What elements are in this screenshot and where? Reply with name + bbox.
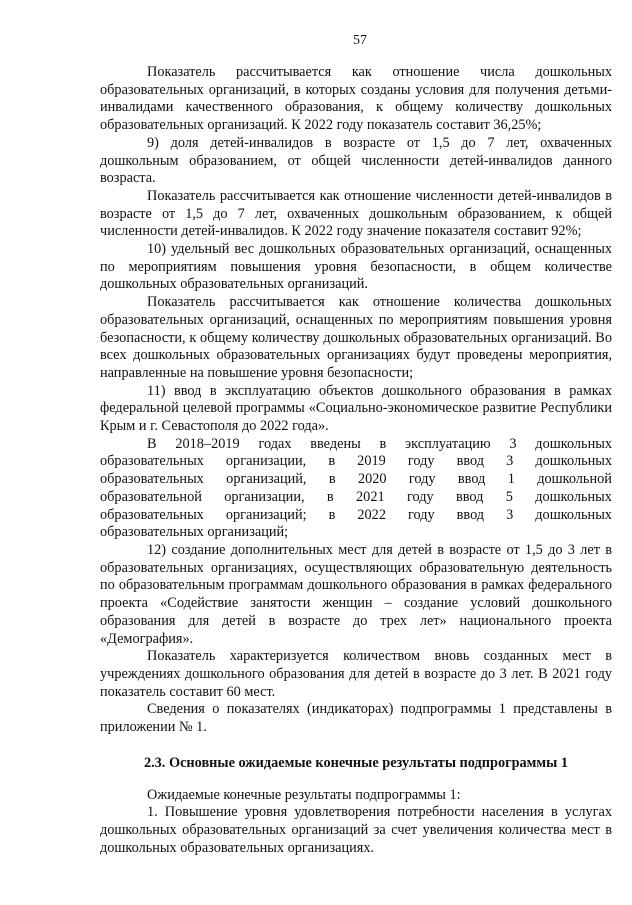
word: 5 bbox=[505, 488, 513, 505]
word: образовательных организаций; bbox=[100, 524, 289, 541]
word: году bbox=[407, 506, 435, 523]
word: ввод bbox=[456, 506, 485, 523]
word: дошкольных bbox=[535, 435, 612, 452]
word: образовательных bbox=[100, 506, 204, 523]
word: ввод bbox=[456, 453, 485, 470]
paragraph: Показатель рассчитывается как отношение количества дошкольных образовательных организаций, оснащенных по мероприятиям повышения уровня безопасности, к общему количеству дошкольных образовательных организаций. Во всех дошкольных образовательных организациях будут проведены мероприятия, направленные на повышение уровня безопасности; bbox=[100, 294, 612, 381]
word: в bbox=[328, 506, 336, 523]
word: в bbox=[326, 488, 334, 505]
word: ввод bbox=[455, 488, 484, 505]
word: организации, bbox=[225, 453, 307, 470]
paragraph: 11) ввод в эксплуатацию объектов дошкольного образования в рамках федеральной целевой программы «Социально-экономическое развитие Республики Крым и г. Севастополя до 2022 года». bbox=[100, 382, 612, 435]
word: в bbox=[379, 435, 387, 452]
commissioning-line bbox=[100, 524, 612, 542]
paragraph: 10) удельный вес дошкольных образовательных организаций, оснащенных по мероприятиям повышения уровня безопасности, в общем количестве дошкольных образовательных организаций. bbox=[100, 241, 612, 293]
commissioning-line bbox=[100, 436, 612, 454]
word: 3 bbox=[506, 506, 514, 523]
word: образовательных bbox=[100, 453, 204, 470]
document-page bbox=[100, 0, 612, 858]
word: организации, bbox=[224, 488, 305, 505]
paragraph: Показатель характеризуется количеством вновь созданных мест в учреждениях дошкольного образования для детей в возрасте до 3 лет. В 2021 году показатель составит 60 мест. bbox=[100, 648, 612, 700]
word: дошкольной bbox=[537, 471, 612, 488]
page-number: 57 bbox=[353, 33, 367, 48]
word: году bbox=[408, 471, 436, 488]
section-heading: 2.3. Основные ожидаемые конечные результаты подпрограммы 1 bbox=[143, 754, 569, 771]
word: эксплуатацию bbox=[405, 435, 491, 452]
word: организаций, bbox=[226, 471, 307, 488]
word: В bbox=[147, 435, 157, 452]
word: 2020 bbox=[357, 471, 387, 488]
word: 2022 bbox=[357, 506, 386, 523]
paragraph: Ожидаемые конечные результаты подпрограммы 1: bbox=[147, 786, 461, 803]
word: ввод bbox=[457, 471, 486, 488]
word: 2021 bbox=[356, 488, 385, 505]
commissioning-line bbox=[100, 507, 612, 525]
commissioning-block bbox=[100, 436, 612, 542]
word: 1 bbox=[507, 471, 515, 488]
word: образовательных bbox=[100, 471, 204, 488]
word: 2019 bbox=[357, 453, 386, 470]
word: в bbox=[328, 471, 336, 488]
paragraph: Сведения о показателях (индикаторах) подпрограммы 1 представлены в приложении № 1. bbox=[100, 701, 612, 736]
word: годах bbox=[258, 435, 292, 452]
commissioning-line bbox=[100, 471, 612, 489]
paragraph: Показатель рассчитывается как отношение численности детей-инвалидов в возрасте от 1,5 до 7 лет, охваченных дошкольным образованием, к общей численности детей-инвалидов. К 2022 году значение показателя составит 92%; bbox=[100, 187, 612, 240]
paragraph: 1. Повышение уровня удовлетворения потребности населения в услугах дошкольных образовательных организаций за счет увеличения количества мест в дошкольных образовательных организациях. bbox=[100, 804, 612, 856]
word: дошкольных bbox=[535, 488, 612, 505]
word: в bbox=[328, 453, 336, 470]
word: году bbox=[407, 453, 435, 470]
word: образовательной bbox=[100, 488, 202, 505]
word: 3 bbox=[506, 453, 514, 470]
paragraph: 12) создание дополнительных мест для детей в возрасте от 1,5 до 3 лет в образовательных организациях, осуществляющих образовательную деятельность по образовательным программам дошкольного образования в рамках федерального проекта «Содействие занятости женщин – создание условий дошкольного образования для детей в возрасте до трех лет» национального проекта «Демография». bbox=[100, 541, 612, 647]
paragraph: Показатель рассчитывается как отношение числа дошкольных образовательных организаций, в которых созданы условия для получения детьми-инвалидами качественного образования, к общему количеству дошкольных образовательных организаций. К 2022 году показатель составит 36,25%; bbox=[100, 64, 612, 134]
commissioning-line bbox=[100, 453, 612, 471]
word: 2018–2019 bbox=[175, 435, 240, 452]
paragraph: 9) доля детей-инвалидов в возрасте от 1,5 до 7 лет, охваченных дошкольным образованием, от общей численности детей-инвалидов данного возраста. bbox=[100, 134, 612, 187]
word: 3 bbox=[509, 435, 517, 452]
word: дошкольных bbox=[535, 506, 612, 523]
word: введены bbox=[310, 435, 361, 452]
word: организаций; bbox=[225, 506, 307, 523]
word: году bbox=[406, 488, 434, 505]
commissioning-line bbox=[100, 489, 612, 507]
word: дошкольных bbox=[535, 453, 612, 470]
